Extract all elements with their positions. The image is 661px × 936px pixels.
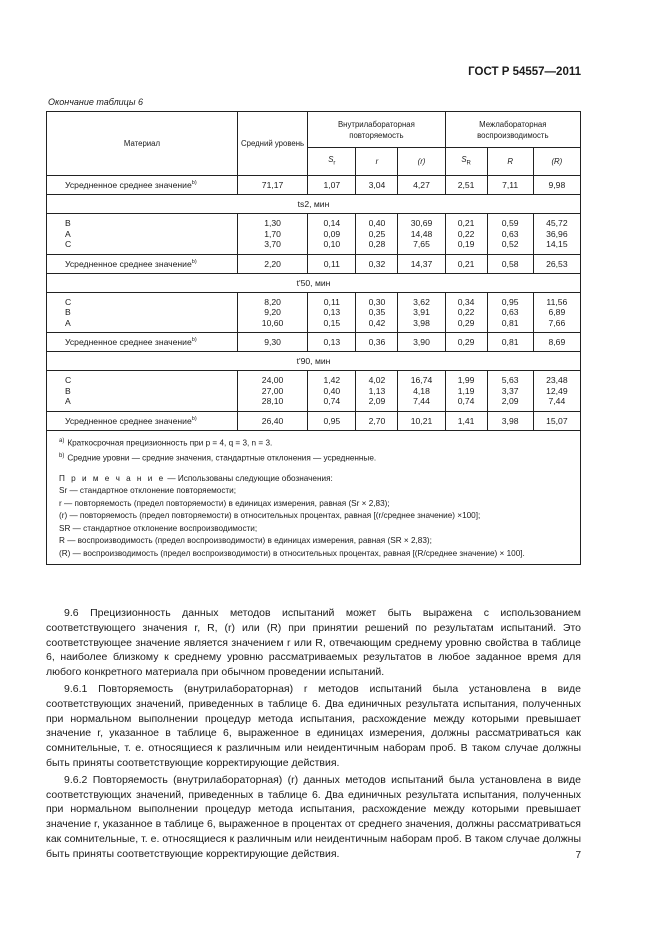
value: 30,69	[410, 218, 433, 228]
average-cell: 15,07	[533, 411, 580, 430]
average-row	[47, 411, 581, 430]
value: 0,22	[457, 228, 475, 239]
value: 0,52	[501, 239, 519, 249]
header-sr: $S_r$	[308, 148, 356, 176]
value-cell	[398, 292, 445, 333]
value: 0,21	[457, 218, 475, 228]
value: 7,44	[413, 396, 430, 406]
value: 28,10	[261, 396, 284, 406]
value: 14,15	[546, 239, 568, 249]
value-cell	[398, 371, 445, 412]
value: 7,65	[413, 239, 430, 249]
value: 3,70	[264, 239, 281, 249]
average-label: Усредненное среднее значение$^{b)}$	[47, 411, 238, 430]
material-name: С	[65, 239, 72, 249]
value: 0,95	[501, 296, 519, 307]
note-line: Sr — стандартное отклонение повторяемости;	[59, 486, 237, 496]
average-cell: 0,81	[487, 333, 533, 352]
header-R-rel: (R)	[533, 148, 580, 176]
value: 0,28	[368, 239, 386, 249]
value: 2,09	[501, 396, 519, 406]
value: 3,98	[413, 317, 430, 328]
average-cell: 3,90	[398, 333, 445, 352]
value-cell	[308, 292, 356, 333]
note-line: r — повторяемость (предел повторяемости) в единицах измерения, равная (Sr × 2,83);	[59, 498, 390, 508]
value: 9,20	[264, 307, 281, 317]
value: 2,09	[368, 396, 386, 406]
average-cell: 0,32	[356, 254, 398, 273]
value: 1,42	[323, 375, 341, 385]
material-name: А	[65, 228, 71, 239]
paragraph-9-6-2: 9.6.2 Повторяемость (внутрилабораторная) (r) данных методов испытаний была установлена в виде соответствующих значений, приведенных в таблице 6. Два единичных результата испытания, полученных при нормальном выполнении процедур метода испытания, расхождение между которыми превышает значение r, указанное в таблице 6, выраженное в процентах от среднего значения, должны рассматриваться как сомнительные, т. е. относящиеся к различным или неидентичным наборам проб. В таком случае должны быть приняты соответствующие корректирующие действия.	[46, 773, 581, 860]
body-text	[46, 606, 581, 864]
header-r-rel: (r)	[398, 148, 445, 176]
value: 0,15	[323, 317, 341, 328]
section-title: ts2, мин	[47, 195, 581, 214]
page-number: 7	[575, 850, 581, 861]
value: 0,74	[323, 396, 341, 406]
average-cell: 0,11	[308, 254, 356, 273]
value: 1,19	[457, 385, 475, 396]
value: 0,81	[501, 317, 519, 328]
value: 0,09	[323, 228, 341, 239]
value: 0,63	[501, 307, 519, 317]
value: 0,63	[501, 228, 519, 239]
value-cell	[398, 214, 445, 255]
material-names	[47, 214, 238, 255]
value-cell	[487, 371, 533, 412]
average-cell: 2,20	[237, 254, 307, 273]
value: 1,70	[264, 228, 281, 239]
value-cell	[237, 214, 307, 255]
value-cell	[356, 292, 398, 333]
average-cell: 9,30	[237, 333, 307, 352]
average-row	[47, 333, 581, 352]
average-cell: 0,13	[308, 333, 356, 352]
average-cell: 0,29	[445, 333, 487, 352]
material-name: В	[65, 385, 71, 396]
value: 24,00	[261, 375, 284, 385]
average-cell: 9,98	[533, 176, 580, 195]
section-title: t'90, мин	[47, 352, 581, 371]
header-sR: $S_R$	[445, 148, 487, 176]
material-names	[47, 371, 238, 412]
material-rows	[47, 371, 581, 412]
value: 0,29	[457, 317, 475, 328]
average-cell: 1,07	[308, 176, 356, 195]
average-cell: 8,69	[533, 333, 580, 352]
value: 0,40	[368, 218, 386, 228]
value: 0,59	[501, 218, 519, 228]
header-r: r	[356, 148, 398, 176]
average-cell: 2,51	[445, 176, 487, 195]
value: 1,30	[264, 218, 281, 228]
average-cell: 26,53	[533, 254, 580, 273]
average-label: Усредненное среднее значение$^{b)}$	[47, 254, 238, 273]
value-cell	[533, 214, 580, 255]
table-caption: Окончание таблицы 6	[48, 97, 143, 107]
value: 5,63	[501, 375, 519, 385]
value: 23,48	[546, 375, 568, 385]
value: 45,72	[546, 218, 568, 228]
value-cell	[237, 371, 307, 412]
header-mean: Средний уровень	[237, 112, 307, 176]
average-cell: 2,70	[356, 411, 398, 430]
value-cell	[308, 371, 356, 412]
average-cell: 3,98	[487, 411, 533, 430]
value-cell	[445, 292, 487, 333]
value: 0,14	[323, 218, 341, 228]
value: 3,91	[413, 307, 430, 317]
average-cell: 3,04	[356, 176, 398, 195]
value: 0,10	[323, 239, 341, 249]
value: 16,74	[410, 375, 433, 385]
material-name: В	[65, 218, 71, 228]
paragraph-9-6: 9.6 Прецизионность данных методов испытаний может быть выражена с использованием соответствующего значения r, R, (r) или (R) при принятии решений по результатам испытаний. Это соответствующее значение является значением r или R, отвечающим среднему уровню свойства в таблице 6, наиболее близкому к среднему уровню рассматриваемых результатов в любое заданное время для любого конкретного материала при обычном проведении испытаний.	[46, 607, 581, 679]
average-cell: 71,17	[237, 176, 307, 195]
value: 0,19	[457, 239, 475, 249]
value: 0,42	[368, 317, 386, 328]
average-label: Усредненное среднее значение$^{b)}$	[47, 176, 238, 195]
section-title: t'50, мин	[47, 273, 581, 292]
value-cell	[445, 371, 487, 412]
value-cell	[356, 214, 398, 255]
note-lead: П р и м е ч а н и е — Использованы следующие обозначения:	[59, 473, 333, 483]
value: 8,20	[264, 296, 281, 307]
average-cell: 1,41	[445, 411, 487, 430]
value: 4,02	[368, 375, 386, 385]
value-cell	[487, 214, 533, 255]
standard-code: ГОСТ Р 54557—2011	[468, 66, 581, 78]
value-cell	[533, 371, 580, 412]
value: 36,96	[546, 228, 568, 239]
table-footnotes	[47, 430, 581, 565]
value: 7,66	[548, 317, 566, 328]
value: 12,49	[546, 385, 568, 396]
value: 1,13	[368, 385, 386, 396]
value-cell	[445, 214, 487, 255]
value: 0,22	[457, 307, 475, 317]
value: 0,30	[368, 296, 386, 307]
average-cell: 0,36	[356, 333, 398, 352]
value: 0,25	[368, 228, 386, 239]
material-name: В	[65, 307, 71, 317]
value: 0,13	[323, 307, 341, 317]
average-cell: 26,40	[237, 411, 307, 430]
average-row	[47, 176, 581, 195]
footnote-a: $^{a)}$ Краткосрочная прецизионность при p = 4, q = 3, n = 3.	[59, 437, 273, 448]
value: 0,34	[457, 296, 475, 307]
average-row	[47, 254, 581, 273]
value: 3,62	[413, 296, 430, 307]
value-cell	[237, 292, 307, 333]
value: 0,35	[368, 307, 386, 317]
value: 11,56	[546, 296, 568, 307]
average-cell: 0,21	[445, 254, 487, 273]
average-cell: 0,58	[487, 254, 533, 273]
material-name: А	[65, 396, 71, 406]
average-cell: 7,11	[487, 176, 533, 195]
value-cell	[487, 292, 533, 333]
average-label: Усредненное среднее значение$^{b)}$	[47, 333, 238, 352]
note-line: R — воспроизводимость (предел воспроизводимости) в единицах измерения, равная (SR × 2,83);	[59, 536, 432, 546]
value: 14,48	[410, 228, 433, 239]
average-cell: 4,27	[398, 176, 445, 195]
header-between: Межлабораторная воспроизводимость	[445, 112, 580, 148]
average-cell: 14,37	[398, 254, 445, 273]
value: 10,60	[261, 317, 284, 328]
material-rows	[47, 214, 581, 255]
header-R: R	[487, 148, 533, 176]
note-line: (R) — воспроизводимость (предел воспроизводимости) в относительных процентах, равная [(R/среднее значение) × 100].	[59, 548, 525, 558]
note-line: SR — стандартное отклонение воспроизводимости;	[59, 523, 258, 533]
value: 27,00	[261, 385, 284, 396]
material-name: С	[65, 296, 72, 307]
value-cell	[533, 292, 580, 333]
material-names	[47, 292, 238, 333]
header-material: Материал	[47, 112, 238, 176]
material-rows	[47, 292, 581, 333]
material-name: А	[65, 317, 71, 328]
note-line: (r) — повторяемость (предел повторяемости) в относительных процентах, равная [(r/среднее значение) ×100];	[59, 511, 481, 521]
average-cell: 0,95	[308, 411, 356, 430]
value: 6,89	[548, 307, 566, 317]
value: 3,37	[501, 385, 519, 396]
value: 0,40	[323, 385, 341, 396]
value: 4,18	[413, 385, 430, 396]
value: 1,99	[457, 375, 475, 385]
header-within: Внутрилабораторная повторяемость	[308, 112, 445, 148]
material-name: С	[65, 375, 72, 385]
value-cell	[308, 214, 356, 255]
value: 0,74	[457, 396, 475, 406]
paragraph-9-6-1: 9.6.1 Повторяемость (внутрилабораторная) r методов испытаний была установлена в виде соответствующих значений, приведенных в таблице 6. Два единичных результата испытания, полученных при нормальном выполнении процедур метода испытания, расхождение между которыми превышает значение r, указанное в таблице 6, выраженное в единицах измерения, должны рассматриваться как сомнительные, т. е. относящиеся к различным или неидентичным наборам проб. В таком случае должны быть приняты соответствующие корректирующие действия.	[46, 682, 581, 769]
value: 7,44	[548, 396, 566, 406]
value-cell	[356, 371, 398, 412]
value: 0,11	[323, 296, 340, 307]
precision-table	[46, 111, 581, 565]
footnote-b: $^{b)}$ Средние уровни — средние значения, стандартные отклонения — усредненные.	[59, 452, 377, 463]
average-cell: 10,21	[398, 411, 445, 430]
